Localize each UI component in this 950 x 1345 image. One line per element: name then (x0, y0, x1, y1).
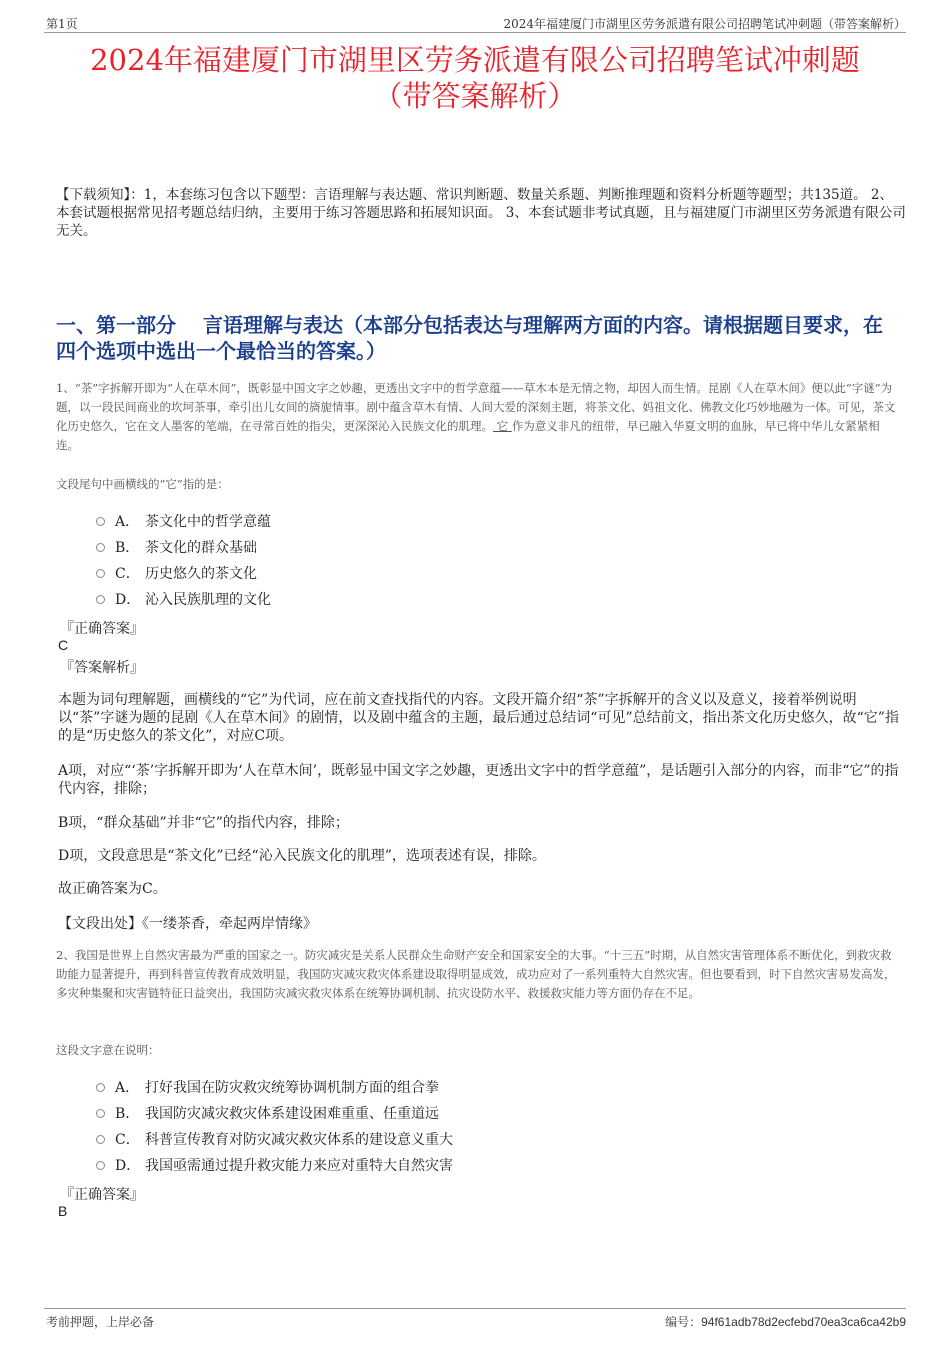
question-2-text: 2、我国是世界上自然灾害最为严重的国家之一。防灾减灾是关系人民群众生命财产安全和国家安全的大事。“十三五”时期，从自然灾害管理体系不断优化，到救灾救助能力显著提升，再到科普宣传教育成效明显，我国防灾减灾救灾体系建设取得明显成效，成功应对了一系列重特大自然灾害。但也要看到，时下自然灾害易发高发，多灾种集聚和灾害链特征日益突出，我国防灾减灾救灾体系在统筹协调机制、抗灾设防水平、救援救灾能力等方面仍存在不足。 (56, 948, 896, 1000)
option-letter: B． (115, 540, 140, 556)
question-1-text-before: 1、“茶”字拆解开即为“人在草木间”，既彰显中国文字之妙趣，更透出文字中的哲学意蕴——草木本是无情之物，却因人而生情。昆剧《人在草木间》便以此“字谜”为题，以一段民间商业的坎坷茶事，牵引出儿女间的旖旎情事。剧中蕴含草木有情、人间大爱的深刻主题，将茶文化、妈祖文化、佛教文化巧妙地融为一体。可见，茶文化历史悠久，它在文人墨客的笔端，在寻常百姓的指尖，更深深沁入民族文化的肌理。 (56, 381, 896, 433)
option-c[interactable] (96, 1126, 453, 1152)
question-1-text-after: 作为意义非凡的纽带，早已融入华夏文明的血脉，早已将中华儿女紧紧相连。 (56, 419, 880, 452)
radio-icon[interactable] (96, 1109, 105, 1118)
question-1-underlined: 它 (493, 419, 512, 433)
radio-icon[interactable] (96, 1135, 105, 1144)
question-2-options (96, 1074, 453, 1178)
option-a[interactable] (96, 1074, 453, 1100)
option-text: 历史悠久的茶文化 (145, 566, 257, 582)
option-letter: B． (115, 1106, 140, 1122)
radio-icon[interactable] (96, 543, 105, 552)
header-doc-title: 2024年福建厦门市湖里区劳务派遣有限公司招聘笔试冲刺题（带答案解析） (503, 17, 906, 31)
answer-label: 『正确答案』 (60, 1187, 144, 1203)
option-d[interactable] (96, 586, 271, 612)
option-a[interactable] (96, 508, 271, 534)
radio-icon[interactable] (96, 569, 105, 578)
doc-title-line2: （带答案解析） (373, 79, 577, 113)
radio-icon[interactable] (96, 1083, 105, 1092)
analysis-paragraph: D项，文段意思是“茶文化”已经“沁入民族文化的肌理”，选项表述有误，排除。 (58, 848, 546, 864)
section-title: 一、第一部分 言语理解与表达（本部分包括表达与理解两方面的内容。请根据题目要求，在四个选项中选出一个最恰当的答案。） (56, 313, 883, 363)
page-number: 第1页 (46, 17, 78, 31)
option-text: 我国防灾减灾救灾体系建设困难重重、任重道远 (145, 1106, 439, 1122)
question-1-options (96, 508, 271, 612)
option-letter: C． (115, 1132, 140, 1148)
option-text: 我国亟需通过提升救灾能力来应对重特大自然灾害 (145, 1158, 453, 1174)
option-d[interactable] (96, 1152, 453, 1178)
radio-icon[interactable] (96, 595, 105, 604)
option-letter: A． (115, 1080, 140, 1096)
option-b[interactable] (96, 1100, 453, 1126)
footer-doc-code (665, 1313, 906, 1330)
option-c[interactable] (96, 560, 271, 586)
answer-label: 『正确答案』 (60, 621, 144, 637)
radio-icon[interactable] (96, 1161, 105, 1170)
doc-code-label: 编号： (665, 1315, 702, 1329)
option-letter: D． (115, 1158, 141, 1174)
analysis-paragraph: 故正确答案为C。 (58, 881, 167, 897)
doc-title-line1: 2024年福建厦门市湖里区劳务派遣有限公司招聘笔试冲刺题 (90, 43, 860, 77)
footer-divider (44, 1308, 906, 1309)
option-letter: A． (115, 514, 140, 530)
radio-icon[interactable] (96, 517, 105, 526)
option-letter: D． (115, 592, 141, 608)
source-citation: 【文段出处】《一缕茶香，牵起两岸情缘》 (58, 916, 317, 932)
option-text: 沁入民族肌理的文化 (145, 592, 271, 608)
footer-slogan: 考前押题，上岸必备 (46, 1315, 155, 1329)
question-1-text (56, 379, 901, 455)
option-letter: C． (115, 566, 140, 582)
download-notice: 【下载须知】：1，本套练习包含以下题型：言语理解与表达题、常识判断题、数量关系题、判断推理题和资料分析题等题型；共135道。 2、本套试题根据常见招考题总结归纳，主要用于练习答题思路和拓展知识面。 3、本套试题非考试真题，且与福建厦门市湖里区劳务派遣有限公司无关。 (56, 187, 906, 239)
option-text: 打好我国在防灾救灾统筹协调机制方面的组合拳 (145, 1080, 439, 1096)
analysis-paragraph: 本题为词句理解题，画横线的“它”为代词，应在前文查找指代的内容。文段开篇介绍“茶”字拆解开的含义以及意义，接着举例说明以“茶”字谜为题的昆剧《人在草木间》的剧情，以及剧中蕴含的主题，最后通过总结词“可见”总结前文，指出茶文化历史悠久，故“它”指的是“历史悠久的茶文化”，对应C项。 (58, 692, 899, 744)
analysis-paragraph: B项，“群众基础”并非“它”的指代内容，排除； (58, 815, 349, 831)
header-divider (44, 32, 906, 33)
question-1-answer: C (58, 637, 69, 653)
analysis-paragraph: A项，对应“‘茶’字拆解开即为‘人在草木间’，既彰显中国文字之妙趣，更透出文字中的哲学意蕴”，是话题引入部分的内容，而非“它”的指代内容，排除； (58, 763, 899, 797)
question-2-ask: 这段文字意在说明： (56, 1043, 160, 1057)
option-b[interactable] (96, 534, 271, 560)
option-text: 科普宣传教育对防灾减灾救灾体系的建设意义重大 (145, 1132, 453, 1148)
option-text: 茶文化中的哲学意蕴 (145, 514, 271, 530)
analysis-label: 『答案解析』 (60, 660, 144, 676)
question-1-ask: 文段尾句中画横线的“它”指的是： (56, 477, 229, 491)
doc-code: 94f61adb78d2ecfebd70ea3ca6ca42b9 (701, 1315, 906, 1329)
question-2-answer: B (58, 1203, 68, 1219)
option-text: 茶文化的群众基础 (145, 540, 257, 556)
